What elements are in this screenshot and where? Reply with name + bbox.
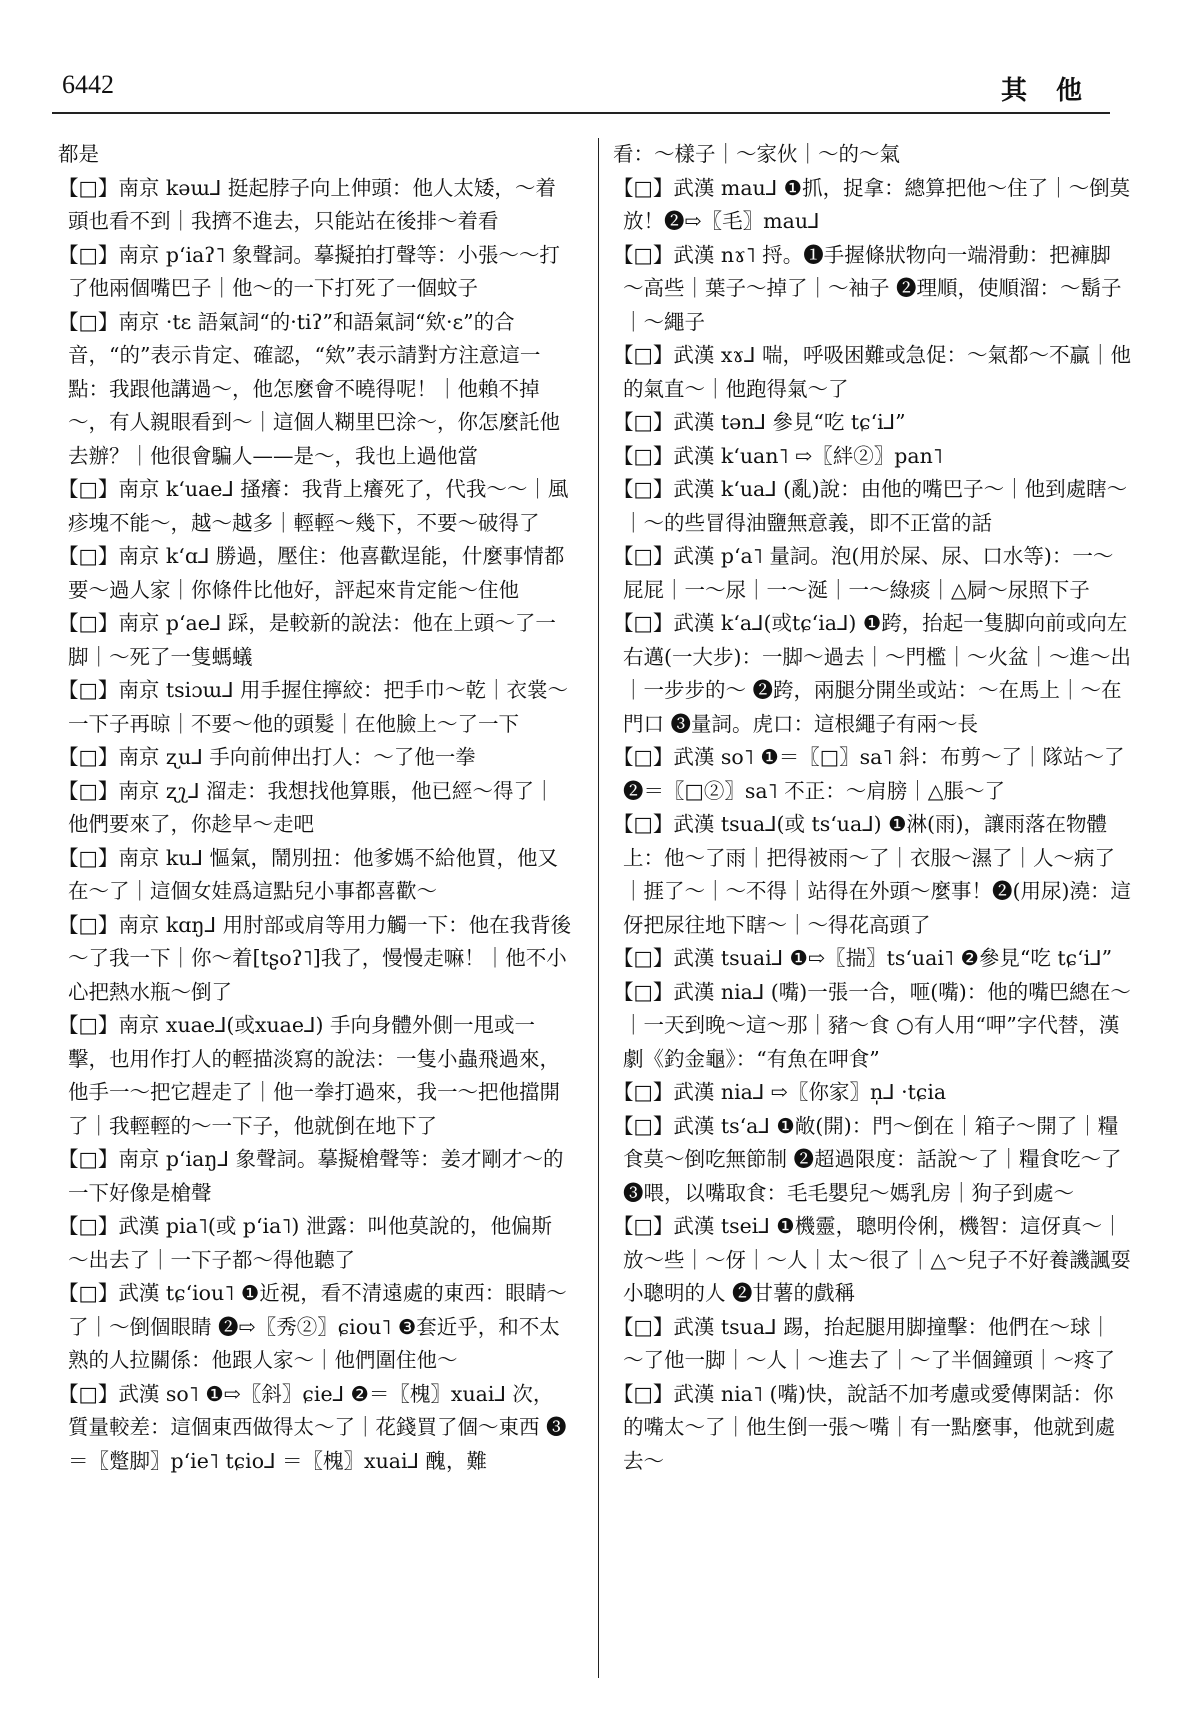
dictionary-entry: 【□】南京 ·tɛ 語氣詞“的·tiʔ”和語氣詞“欸·ɛ”的合音，“的”表示肯定、確認，“欸”表示請對方注意這一點：我跟他講過～，他怎麼會不曉得呢！｜他賴不掉～，有人親眼看到～｜這個人糊里巴涂～，你怎麼託他去辦？｜他很會騙人——是～，我也上過他當 [58, 309, 560, 468]
dictionary-entry: 【□】武漢 tsua⅃(或 tsʻua⅃) ❶淋(雨)，讓雨落在物體上：他～了雨｜把得被雨～了｜衣服～濕了｜人～病了｜捱了～｜～不得｜站得在外頭～麼事！❷(用尿)澆：這伢把尿往地下瞎～｜～得花高頭了 [613, 812, 1131, 937]
dictionary-entry: 【□】武漢 nia⅃ ⇨〖你家〗n̩⅃ ·tɕia [613, 1080, 947, 1104]
dictionary-entry: 【□】武漢 mau⅃ ❶抓，捉拿：總算把他～住了｜～倒莫放！❷⇨〖毛〗mau⅃ [613, 175, 1131, 233]
dictionary-entry: 【□】南京 kəɯ⅃ 挺起脖子向上伸頭：他人太矮，～着頭也看不到｜我擠不進去，只能站在後排～着看 [58, 175, 556, 233]
dictionary-entry: 【□】南京 ʐʅ⅃ 溜走：我想找他算賬，他已經～得了｜他們要來了，你趁早～走吧 [58, 778, 555, 836]
dictionary-entry: 【□】武漢 kʻua⅃ (亂)說：由他的嘴巴子～｜他到處瞎～｜～的些冒得油鹽無意義，即不正當的話 [613, 477, 1128, 535]
dictionary-entry: 【□】武漢 tsei⅃ ❶機靈，聰明伶俐，機智：這伢真～｜放～些｜～伢｜～人｜太～很了｜△～兒子不好養譏諷耍小聰明的人 ❷甘薯的戲稱 [613, 1214, 1131, 1305]
dictionary-entry: 【□】武漢 nia⅃ (嘴)一張一合，咂(嘴)：他的嘴巴總在～｜一天到晚～這～那｜豬～食 ○有人用“呷”字代替，漢劇《釣金龜》：“有魚在呷食” [613, 979, 1131, 1071]
entry-continuation: 都是 [58, 142, 99, 166]
dictionary-entry: 【□】南京 kɑŋ⅃ 用肘部或肩等用力觸一下：他在我背後～了我一下｜你～着[tʂoʔ˥]我了，慢慢走嘛！｜他不小心把熱水瓶～倒了 [58, 912, 572, 1004]
dictionary-entry: 【□】武漢 nɤ˥ 捋。❶手握條狀物向一端滑動：把褲脚～高些｜葉子～掉了｜～袖子 ❷理順，使順溜：～鬍子｜～繩子 [613, 242, 1122, 334]
dictionary-entry: 【□】南京 pʻae⅃ 踩，是較新的說法：他在上頭～了一脚｜～死了一隻螞蟻 [58, 611, 556, 669]
dictionary-entry: 【□】南京 xuae⅃(或xuae⅃) 手向身體外側一甩或一擊，也用作打人的輕描淡寫的說法：一隻小蟲飛過來，他手一～把它趕走了｜他一拳打過來，我一～把他擋開了｜我輕輕的～一下子，他就倒在地下了 [58, 1013, 560, 1138]
dictionary-entry: 【□】武漢 xɤ⅃ 喘，呼吸困難或急促：～氣都～不贏｜他的氣直～｜他跑得氣～了 [613, 343, 1131, 401]
entry-continuation: 看：～樣子｜～家伙｜～的～氣 [613, 142, 900, 166]
section-title: 其 他 [1000, 76, 1092, 106]
dictionary-entry: 【□】武漢 tsʻa⅃ ❶敞(開)：門～倒在｜箱子～開了｜糧食莫～倒吃無節制 ❷超過限度：話說～了｜糧食吃～了 ❸喂，以嘴取食：毛毛嬰兒～媽乳房｜狗子到處～ [613, 1113, 1122, 1205]
dictionary-entry: 【□】南京 pʻiaʔ˥ 象聲詞。摹擬拍打聲等：小張～～打了他兩個嘴巴子｜他～的一下打死了一個蚊子 [58, 242, 560, 300]
dictionary-entry: 【□】武漢 nia˥ (嘴)快，說話不加考慮或愛傳閑話：你的嘴太～了｜他生倒一張～嘴｜有一點麼事，他就到處去～ [613, 1381, 1115, 1473]
header-rule [52, 112, 1110, 114]
dictionary-entry: 【□】南京 ku⅃ 慪氣，鬧別扭：他爹媽不給他買，他又在～了｜這個女娃爲這點兒小事都喜歡～ [58, 845, 558, 903]
dictionary-entry: 【□】南京 ʐu⅃ 手向前伸出打人：～了他一拳 [58, 745, 476, 769]
dictionary-entry: 【□】武漢 kʻa⅃(或tɕʻia⅃) ❶跨，抬起一隻脚向前或向左右邁(一大步)：一脚～過去｜～門檻｜～火盆｜～進～出｜一步步的～ ❷跨，兩腿分開坐或站：～在馬上｜～在門口 ❸量詞。虎口：這根繩子有兩～長 [613, 611, 1131, 736]
dictionary-entry: 【□】南京 kʻuae⅃ 搔癢：我背上癢死了，代我～～｜風疹塊不能～，越～越多｜輕輕～幾下，不要～破得了 [58, 477, 569, 535]
dictionary-entry: 【□】武漢 so˥ ❶⇨〖斜〗ɕie⅃ ❷＝〖槐〗xuai⅃ 次，質量較差：這個東西做得太～了｜花錢買了個～東西 ❸＝〖蹩脚〗pʻie˥ tɕio⅃ ＝〖槐〗xuai⅃ 醜，難 [58, 1381, 567, 1473]
dictionary-entry: 【□】武漢 pʻa˥ 量詞。泡(用於屎、尿、口水等)：一～屁屁｜一～尿｜一～涎｜一～綠痰｜△屙～尿照下子 [613, 544, 1114, 602]
dictionary-entry: 【□】武漢 tən⅃ 參見“吃 tɕʻi⅃” [613, 410, 906, 434]
right-column [613, 138, 1131, 1478]
column-divider [598, 138, 599, 1678]
dictionary-entry: 【□】南京 kʻɑ⅃ 勝過，壓住：他喜歡逞能，什麼事情都要～過人家｜你條件比他好，評起來肯定能～住他 [58, 544, 565, 602]
dictionary-entry: 【□】南京 tsiɔɯ⅃ 用手握住擰絞：把手巾～乾｜衣裳～一下子再晾｜不要～他的頭髮｜在他臉上～了一下 [58, 678, 569, 736]
dictionary-entry: 【□】南京 pʻiaŋ⅃ 象聲詞。摹擬槍聲等：姜才剛才～的一下好像是槍聲 [58, 1147, 564, 1205]
dictionary-entry: 【□】武漢 so˥ ❶＝〖□〗sa˥ 斜：布剪～了｜隊站～了 ❷＝〖□②〗sa˥ 不正：～肩膀｜△脹～了 [613, 745, 1125, 803]
page-number: 6442 [62, 70, 114, 99]
dictionary-entry: 【□】武漢 tɕʻiou˥ ❶近視，看不清遠處的東西：眼睛～了｜～倒個眼睛 ❷⇨〖秀②〗ɕiou˥ ❸套近乎，和不太熟的人拉關係：他跟人家～｜他們圍住他～ [58, 1281, 567, 1372]
dictionary-entry: 【□】武漢 kʻuan˥ ⇨〖絆②〗pan˥ [613, 443, 943, 468]
dictionary-entry: 【□】武漢 pia˥(或 pʻia˥) 泄露：叫他莫說的，他偏斯～出去了｜一下子都～得他聽了 [58, 1214, 552, 1272]
dictionary-entry: 【□】武漢 tsuai⅃ ❶⇨〖揣〗tsʻuai˥ ❷參見“吃 tɕʻi⅃” [613, 946, 1113, 970]
dictionary-entry: 【□】武漢 tsua⅃ 踢，抬起腿用脚撞擊：他們在～球｜～了他一脚｜～人｜～進去了｜～了半個鐘頭｜～疼了 [613, 1314, 1115, 1372]
left-column [58, 138, 572, 1478]
